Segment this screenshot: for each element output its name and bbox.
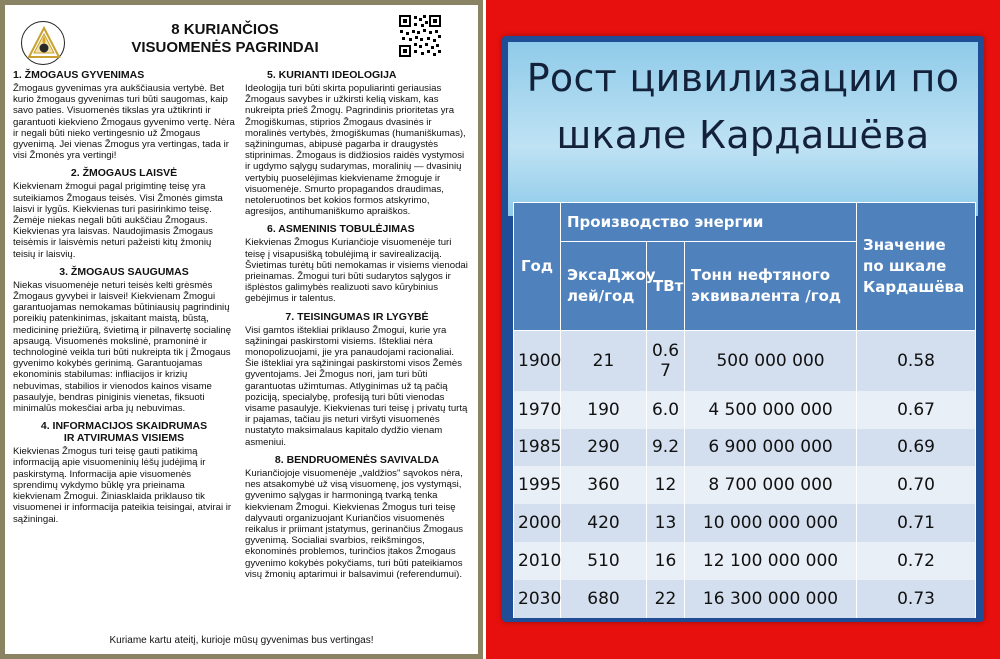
cell-tw: 12 bbox=[647, 466, 685, 504]
section-heading: 5. KURIANTI IDEOLOGIJA bbox=[267, 69, 397, 81]
section-body: Niekas visuomenėje neturi teisės kelti grėsmės Žmogaus gyvybei ir laisvei! Kiekvienam Žmogui garantuojamas nemokamas būtiniausių pagrindinių poreikių patenkinimas, įskaitant maistą, būstą, medicininę priežiūrą, švietimą ir pilnavertę socialinę apsaugą. Visuomenės mokslinė, pramoninė ir technologinė veikla turi būti nukreipta tik į Žmogaus gyvenimo kokybės gerinimą. Garantuojamas ekonominis stabilumas: infliacijos ir krizių nebuvimas, stabilios ir vienodos kainos visame pasaulyje, bendras piniginis vienetas, fiksuoti minimalūs mokesčiai arba jų nebuvimas. bbox=[13, 279, 232, 415]
cell-year: 2010 bbox=[514, 542, 561, 580]
cell-tw: 22 bbox=[647, 580, 685, 618]
header-oil-equivalent: Тонн нефтяного эквивалента /год bbox=[685, 242, 857, 331]
cell-oil: 6 900 000 000 bbox=[685, 429, 857, 467]
section-body: Kiekvienas Žmogus Kuriančioje visuomenėje turi teisę į visapusišką tobulėjimą ir savirealizaciją. Švietimas turėtų būti nemokamas ir visiems vienodai prieinamas. Žmogui turi būti sudarytos sąlygos ir išplėstos galimybės realizuoti savo kūrybinius gebėjimus ir talentus. bbox=[245, 237, 468, 305]
leaflet-title-line-1: 8 KURIANČIOS bbox=[171, 21, 279, 38]
header-year: Год bbox=[514, 203, 561, 331]
section-heading: 1. ŽMOGAUS GYVENIMAS bbox=[13, 69, 145, 81]
cell-oil: 16 300 000 000 bbox=[685, 580, 857, 618]
cell-tw: 16 bbox=[647, 542, 685, 580]
section-heading: 3. ŽMOGAUS SAUGUMAS bbox=[59, 265, 189, 278]
kardashev-board bbox=[502, 36, 984, 622]
section-body: Kuriančiojoje visuomenėje „valdžios" sąvokos nėra, nes atsakomybė už visą visuomenę, jos vystymąsi, gyvenimo sąlygas ir harmoningą tvarką tenka kiekvienam Žmogui. Kiekvienas Žmogus turi teisę dalyvauti organizuojant Kuriančios visuomenės reikalus ir priimant įstatymus, gerinančius Žmogaus gyvenimą. Socialiai svarbios, reikšmingos, ekonominės problemos, turinčios įtakos Žmogaus gyvenimo kokybės pokyčiams, turi būti pateikiamos visų žmonių aptarimui ir balsavimui (referendumui). bbox=[245, 467, 464, 580]
title-area bbox=[508, 42, 978, 216]
cell-value: 0.67 bbox=[857, 391, 976, 429]
cell-oil: 4 500 000 000 bbox=[685, 391, 857, 429]
table-row bbox=[514, 580, 976, 618]
section-heading: 8. BENDRUOMENĖS SAVIVALDA bbox=[274, 453, 440, 466]
cell-exajoule: 510 bbox=[561, 542, 647, 580]
kardashev-panel bbox=[486, 0, 1000, 659]
section-body: Kiekvienas Žmogus turi teisę gauti patikimą informaciją apie visuomeninių lėšų judėjimą ir paskirstymą. Informacija apie visuomenės sprendimų vykdymo būklę yra prieinama kiekvienam Žmogui. Žiniasklaida priklauso tik visuomenei ir informacija pateikia teisingai, atvirai ir sąžiningai. bbox=[13, 446, 232, 525]
cell-oil: 10 000 000 000 bbox=[685, 504, 857, 542]
table-row bbox=[514, 466, 976, 504]
section-heading: 6. ASMENINIS TOBULĖJIMAS bbox=[267, 223, 415, 236]
cell-tw: 6.0 bbox=[647, 391, 685, 429]
kardashev-table bbox=[513, 202, 976, 618]
header-energy-group: Производство энергии bbox=[561, 203, 857, 242]
cell-year: 1985 bbox=[514, 429, 561, 467]
cell-exajoule: 21 bbox=[561, 331, 647, 391]
section-body: Žmogaus gyvenimas yra aukščiausia vertybė. Bet kurio žmogaus gyvenimas turi būti saugomas, kaip savo paties. Visuomenės tikslas yra užtikrinti ir garantuoti kiekvieno Žmogaus gyvenimo vertę. Nėra ir negali būti nieko vertingesnio už Žmogaus gyvenimą. Jei vienas Žmogus yra vertingas, tada ir visi Žmonės yra vertingi! bbox=[13, 83, 235, 162]
cell-year: 1900 bbox=[514, 331, 561, 391]
logo-emblem-icon bbox=[21, 21, 65, 65]
section-body: Visi gamtos ištekliai priklauso Žmogui, kurie yra sąžiningai paskirstomi visiems. Ištekliai nėra monopolizuojami, jie yra panaudojami racionaliai. Šie ištekliai yra sąžiningai paskirstomi visos Žemės gyventojams. Jei Žmogus nori, jam turi būti garantuotas užimtumas. Atlyginimas už tą pačią poziciją, specialybę, profesiją turi būti vienodas visame pasaulyje. Kiekvienas turi teisę į privatų turtą ir pajamas, tačiau jis neturi viršyti visuomenės nustatyto maksimalaus kapitalo dydžio vienam asmeniui. bbox=[245, 324, 468, 448]
header-kardashev-value: Значение по шкале Кардашёва bbox=[857, 203, 976, 331]
leaflet-page bbox=[5, 5, 478, 654]
cell-year: 2030 bbox=[514, 580, 561, 618]
cell-exajoule: 290 bbox=[561, 429, 647, 467]
cell-tw: 0.6 7 bbox=[647, 331, 685, 391]
header-tw: ТВт bbox=[647, 242, 685, 331]
cell-year: 2000 bbox=[514, 504, 561, 542]
section-body: Ideologija turi būti skirta populiarinti geriausias Žmogaus savybes ir užkirsti kelią viskam, kas nukreipta prieš Žmogų. Pagrindinis prioritetas yra Žmogiškumas, stiprios Žmogaus dvasinės ir moralinės vertybės, žmogiškumas (humaniškumas), sąžiningumas, abipusė pagarba ir draugystės stiprinimas. Žmogaus is didžiosios raidės vystymosi ir ugdymo sąlygų sudarymas, moralinių — dvasinių vertybių puoselėjimas kiekviename žmoguje ir visuomenėje. Smurto propagandos draudimas, netoleruotinos bet kokios formos atskyrimo, agresijos, antihumaniškumo apraiškos. bbox=[245, 83, 466, 218]
table-row bbox=[514, 429, 976, 467]
cell-value: 0.73 bbox=[857, 580, 976, 618]
cell-value: 0.71 bbox=[857, 504, 976, 542]
cell-tw: 9.2 bbox=[647, 429, 685, 467]
table-row bbox=[514, 391, 976, 429]
cell-exajoule: 680 bbox=[561, 580, 647, 618]
leaflet-footer: Kuriame kartu ateitį, kurioje mūsų gyvenimas bus vertingas! bbox=[109, 635, 374, 646]
table-row bbox=[514, 504, 976, 542]
table-row bbox=[514, 542, 976, 580]
cell-oil: 8 700 000 000 bbox=[685, 466, 857, 504]
header-exajoule: ЭксаДжоу лей/год bbox=[561, 242, 647, 331]
qr-code-icon bbox=[398, 14, 442, 58]
kardashev-title bbox=[508, 50, 978, 164]
section-heading: 4. INFORMACIJOS SKAIDRUMAS IR ATVIRUMAS VISIEMS bbox=[40, 420, 208, 445]
cell-oil: 12 100 000 000 bbox=[685, 542, 857, 580]
cell-exajoule: 360 bbox=[561, 466, 647, 504]
kardashev-title-line-2: шкале Кардашёва bbox=[556, 113, 930, 157]
table-row bbox=[514, 331, 976, 391]
leaflet-title bbox=[100, 21, 350, 57]
leaflet-panel bbox=[0, 0, 483, 659]
leaflet-title-line-2: VISUOMENĖS PAGRINDAI bbox=[131, 39, 319, 56]
leaflet-right-column bbox=[245, 69, 469, 586]
cell-oil: 500 000 000 bbox=[685, 331, 857, 391]
cell-exajoule: 190 bbox=[561, 391, 647, 429]
leaflet-left-column bbox=[13, 69, 235, 531]
cell-exajoule: 420 bbox=[561, 504, 647, 542]
cell-value: 0.70 bbox=[857, 466, 976, 504]
cell-value: 0.58 bbox=[857, 331, 976, 391]
section-heading: 2. ŽMOGAUS LAISVĖ bbox=[70, 167, 178, 180]
cell-value: 0.72 bbox=[857, 542, 976, 580]
cell-value: 0.69 bbox=[857, 429, 976, 467]
section-body: Kiekvienam žmogui pagal prigimtinę teisę yra suteikiamos Žmogaus teisės. Visi Žmonės gimsta laisvi ir lygūs. Kiekvienas turi pasirinkimo teisę. Žemėje niekas negali būti aukščiau Žmogaus. Kiekvienas yra laisvas. Naudojimasis Žmogaus teisėmis ir laisvėmis neturi pažeisti kitų žmonių teisių ir laisvių. bbox=[13, 181, 223, 260]
cell-year: 1970 bbox=[514, 391, 561, 429]
section-heading: 7. TEISINGUMAS IR LYGYBĖ bbox=[285, 310, 429, 323]
kardashev-title-line-1: Рост цивилизации по bbox=[526, 56, 960, 100]
cell-year: 1995 bbox=[514, 466, 561, 504]
cell-tw: 13 bbox=[647, 504, 685, 542]
